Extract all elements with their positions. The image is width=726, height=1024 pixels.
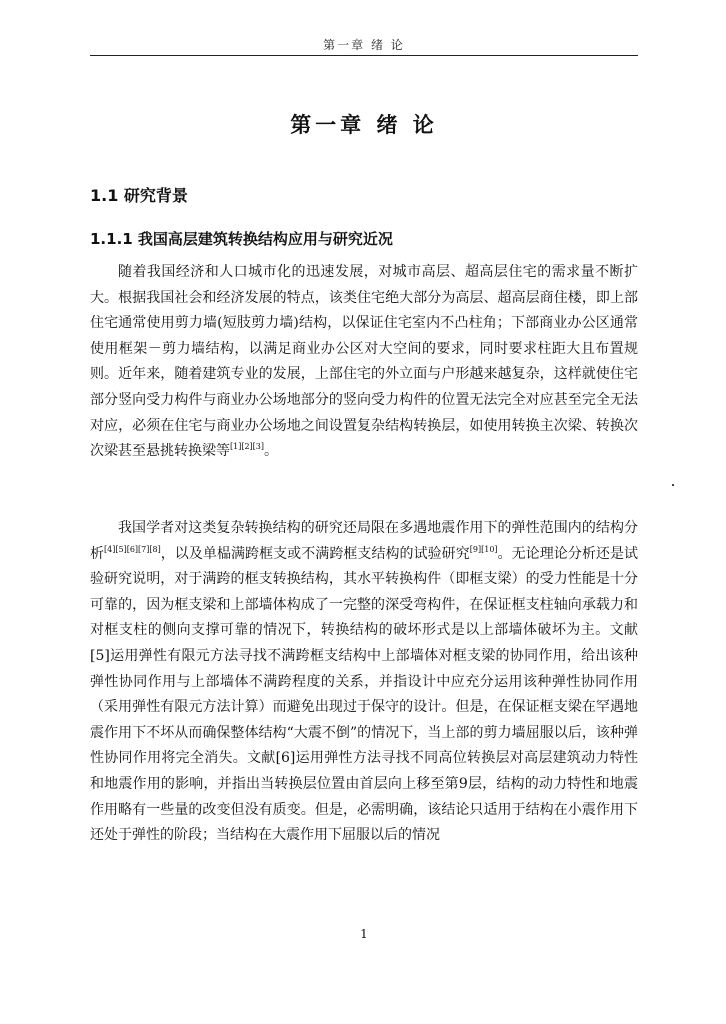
body-paragraph-2 — [90, 516, 638, 849]
body-paragraph-1 — [90, 260, 638, 465]
paragraph-1-end: 。 — [264, 443, 278, 460]
citation-9-10: [9][10] — [469, 544, 498, 554]
header-rule — [90, 55, 638, 56]
subsection-heading: 1.1.1 我国高层建筑转换结构应用与研究近况 — [90, 230, 393, 248]
scan-speck — [672, 484, 674, 486]
chapter-title: 第一章 绪 论 — [290, 113, 438, 137]
citation-4-8: [4][5][6][7][8] — [104, 544, 161, 554]
running-header: 第一章 绪 论 — [323, 38, 405, 52]
paragraph-2-part-2: ，以及单榀满跨框支或不满跨框支结构的试验研究 — [160, 545, 470, 562]
paragraph-1-text: 随着我国经济和人口城市化的迅速发展，对城市高层、超高层住宅的需求量不断扩大。根据我国社会和经济发展的特点，该类住宅绝大部分为高层、超高层商住楼，即上部住宅通常使用剪力墙(短肢剪力墙)结构，以保证住宅室内不凸柱角；下部商业办公区通常使用框架－剪力墙结构，以满足商业办公区对大空间的要求，同时要求柱距大且布置规则。近年来，随着建筑专业的发展，上部住宅的外立面与户形越来越复杂，这样就使住宅部分竖向受力构件与商业办公场地部分的竖向受力构件的位置无法完全对应甚至完全无法对应，必须在住宅与商业办公场地之间设置复杂结构转换层，如使用转换主次梁、转换次次梁甚至悬挑转换梁等 — [90, 264, 638, 460]
paragraph-2-part-1: 我国学者对这类复杂转换结构的研究还局限在多遇地震作用下的弹性范围内的结构分析 — [90, 520, 638, 562]
section-heading: 1.1 研究背景 — [90, 186, 188, 205]
citation-1-3: [1][2][3] — [230, 442, 264, 452]
page-number: 1 — [360, 927, 368, 941]
paragraph-2-part-3: 。无论理论分析还是试验研究说明，对于满跨的框支转换结构，其水平转换构件（即框支梁）的受力性能是十分可靠的，因为框支梁和上部墙体构成了一完整的深受弯构件，在保证框支柱轴向承载力和对框支柱的侧向支撑可靠的情况下，转换结构的破坏形式是以上部墙体破坏为主。文献[5]运用弹性有限元方法寻找不满跨框支结构中上部墙体对框支梁的协同作用，给出该种弹性协同作用与上部墙体不满跨程度的关系，并指设计中应充分运用该种弹性协同作用（采用弹性有限元方法计算）而避免出现过于保守的设计。但是，在保证框支梁在罕遇地震作用下不坏从而确保整体结构“大震不倒”的情况下，当上部的剪力墙屈服以后，该种弹性协同作用将完全消失。文献[6]运用弹性方法寻找不同高位转换层对高层建筑动力特性和地震作用的影响，并指出当转换层位置由首层向上移至第9层，结构的动力特性和地震作用略有一些量的改变但没有质变。但是，必需明确，该结论只适用于结构在小震作用下还处于弹性的阶段；当结构在大震作用下屈服以后的情况 — [90, 545, 639, 844]
